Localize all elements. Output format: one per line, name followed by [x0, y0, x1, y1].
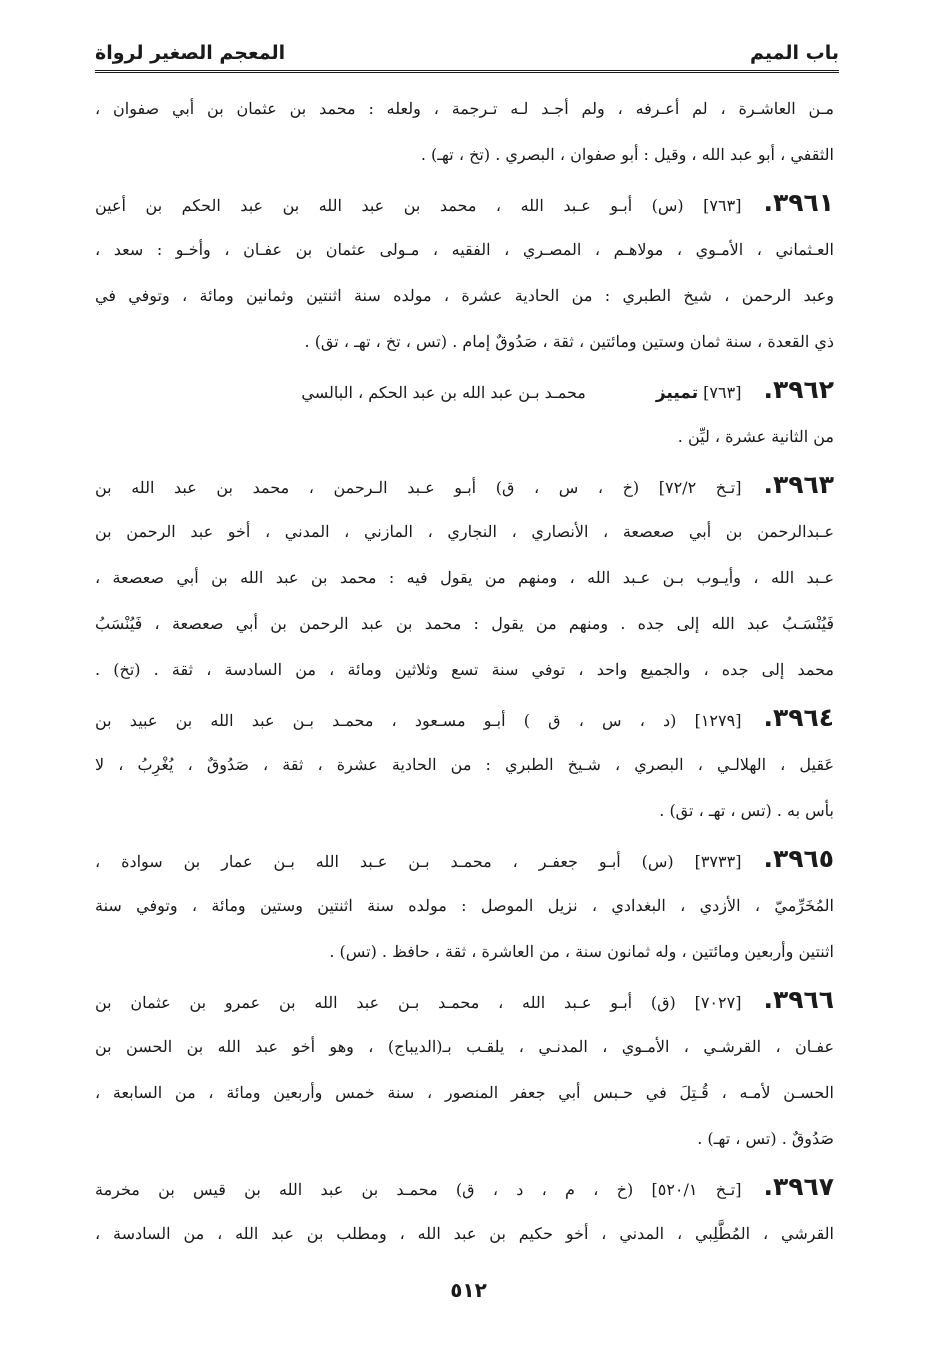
text-line: اثنتين وأربعين ومائتين ، وله ثمانون سنة ، من العاشرة ، ثقة ، حافظ . (تس) . [329, 942, 834, 961]
text-line: صَدُوقٌ . (تس ، تهـ) . [697, 1129, 834, 1148]
text-line: الثقفي ، أبو عبد الله ، وقيل : أبو صفوان ، البصري . (تخ ، تهـ) . [420, 145, 834, 164]
text-line: فَيُنْسَـبُ عبد الله إلى جده . ومنهم من يقول : محمد بن عبد الرحمن بن أبي صعصعة ، فَيُنْسَبُ [95, 614, 834, 633]
book-title: المعجم الصغير لرواة [95, 42, 286, 64]
running-header [95, 28, 839, 64]
page-body [95, 86, 834, 1257]
entry-text: [١٢٧٩] (د ، س ، ق ) أبـو مسـعود ، محمـد بـن عبد الله بن عبيد بن [95, 711, 742, 730]
entry-text: [تـخ ٥٢٠/١] (خ ، م ، د ، ق) محمـد بن عبد الله بن قيس بن مخرمة [95, 1180, 742, 1199]
entry-3963-head [95, 460, 834, 509]
text-line: عفـان ، القرشـي ، الأمـوي ، المدنـي ، يلقـب بـ(الديباج) ، وهو أخو عبد الله بن الحسن بن [95, 1037, 834, 1056]
entry-number: ٣٩٦٤. [763, 703, 834, 732]
text-line: وعبد الرحمن ، شيخ الطبري : من الحادية عشرة ، مولده سنة اثنتين وثمانين ومائة ، وتوفي في [95, 286, 834, 305]
chapter-title: باب الميم [749, 42, 839, 64]
entry-3961-head [95, 178, 834, 227]
text-line: المُخَرِّميّ ، الأزدي ، البغدادي ، نزيل الموصل : مولده سنة اثنتين وستين ومائة ، وتوفي سنة [95, 896, 834, 915]
header-rule [95, 70, 839, 73]
entry-text: [٧٠٢٧] (ق) أبـو عـبد الله ، محمـد بـن عبد الله بن عمرو بن عثمان بن [95, 993, 742, 1012]
entry-number: ٣٩٦٣. [763, 470, 834, 499]
entry-number: ٣٩٦٧. [763, 1172, 834, 1201]
text-line: العـثماني ، الأمـوي ، مولاهـم ، المصـري ، الفقيه ، مـولى عثمان بن عفـان ، وأخـو : سعد ، [95, 240, 834, 259]
entry-3962-head [95, 365, 834, 414]
entry-number: ٣٩٦٥. [763, 844, 834, 873]
text-line: من الثانية عشرة ، ليِّن . [677, 427, 834, 446]
entry-number: ٣٩٦٦. [763, 985, 834, 1014]
text-line: ذي القعدة ، سنة ثمان وستين ومائتين ، ثقة ، صَدُوقٌ إمام . (تس ، تخ ، تهـ ، تق) . [304, 332, 834, 351]
entry-ref: [٧٦٣] [703, 383, 742, 402]
entry-3966-head [95, 975, 834, 1024]
text-line: محمد إلى جده ، والجميع واحد ، توفي سنة تسع وثلاثين ومائة ، من السادسة ، ثقة . (تخ) . [95, 660, 834, 679]
entry-text: [تـخ ٧٢/٢] (خ ، س ، ق) أبـو عـبد الـرحمن ، محمد بن عبد الله بن [95, 478, 742, 497]
entry-3964-head [95, 693, 834, 742]
text-line: عـبدالرحمن بن أبي صعصعة ، الأنصاري ، النجاري ، المازني ، المدني ، أخو عبد الرحمن بن [95, 522, 834, 541]
tamyiz-label: تمييز [655, 383, 699, 403]
entry-3967-head [95, 1162, 834, 1211]
page-number: ٥١٢ [450, 1278, 487, 1302]
text-line: القرشي ، المُطَّلِبي ، المدني ، أخو حكيم بن عبد الله ، ومطلب بن عبد الله ، من السادسة ، [95, 1224, 834, 1243]
entry-number: ٣٩٦١. [763, 188, 834, 217]
text-line: عَقيل ، الهلالـي ، البصري ، شـيخ الطبري : من الحادية عشرة ، ثقة ، صَدُوقٌ ، يُغْرِبُ ، لا [95, 755, 834, 774]
entry-text: محمـد بـن عبد الله بن عبد الحكم ، البالسي [301, 383, 586, 402]
entry-text: [٧٦٣] (س) أبـو عـبد الله ، محمد بن عبد الله بن عبد الحكم بن أعين [95, 196, 742, 215]
text-line: مـن العاشـرة ، لم أعـرفه ، ولم أجـد لـه تـرجمة ، ولعله : محمد بن عثمان بن أبي صفوان ، [95, 99, 834, 118]
text-line: عـبد الله ، وأيـوب بـن عـبد الله ، ومنهم من يقول فيه : محمد بن عبد الله بن أبي صعصعة ، [95, 568, 834, 587]
entry-3965-head [95, 834, 834, 883]
entry-number: ٣٩٦٢. [763, 375, 834, 404]
text-line: بأس به . (تس ، تهـ ، تق) . [659, 801, 834, 820]
entry-text: [٣٧٣٣] (س) أبـو جعفـر ، محمـد بـن عـبد الله بـن عمار بن سوادة ، [95, 852, 742, 871]
text-line: الحسـن لأمـه ، قُـتِلَ في حـبس أبي جعفر المنصور ، سنة خمس وأربعين ومائة ، من السابعة ، [95, 1083, 834, 1102]
